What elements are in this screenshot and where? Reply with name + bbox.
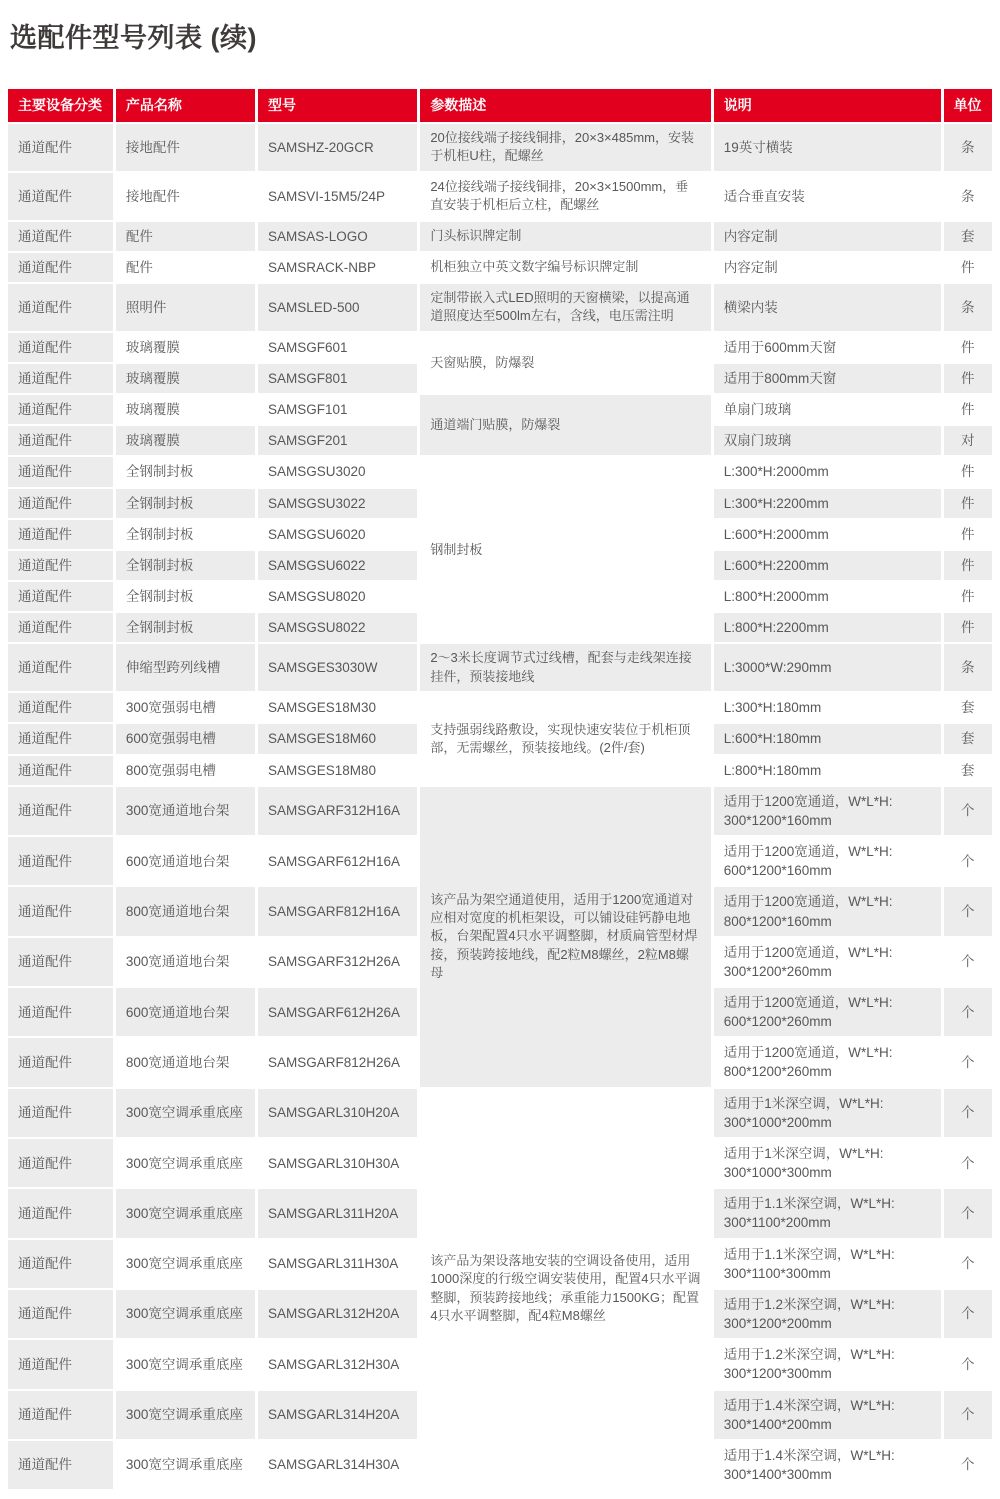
cell-product-name: 伸缩型跨列线槽 xyxy=(116,644,255,691)
cell-model: SAMSAS-LOGO xyxy=(258,222,417,251)
cell-desc: L:600*H:180mm xyxy=(714,724,941,753)
cell-category: 通道配件 xyxy=(8,837,113,885)
cell-param: 天窗贴膜，防爆裂 xyxy=(420,333,710,393)
cell-param: 该产品为架空通道使用，适用于1200宽通道对应相对宽度的机柜架设，可以铺设硅钙静电地板，台架配置4只水平调整脚，材质扁管型材焊接，预装跨接地线，配2粒M8螺丝，2粒M8螺母 xyxy=(420,787,710,1087)
cell-product-name: 玻璃覆膜 xyxy=(116,426,255,455)
cell-product-name: 接地配件 xyxy=(116,173,255,220)
cell-unit: 个 xyxy=(944,1391,992,1439)
cell-product-name: 配件 xyxy=(116,222,255,251)
cell-category: 通道配件 xyxy=(8,253,113,282)
cell-unit: 套 xyxy=(944,693,992,722)
cell-product-name: 800宽通道地台架 xyxy=(116,1038,255,1086)
cell-unit: 个 xyxy=(944,1089,992,1137)
cell-category: 通道配件 xyxy=(8,787,113,835)
cell-model: SAMSGES18M60 xyxy=(258,724,417,753)
cell-category: 通道配件 xyxy=(8,938,113,986)
cell-unit: 件 xyxy=(944,395,992,424)
table-row xyxy=(8,644,992,691)
cell-param: 该产品为架设落地安装的空调设备使用，适用1000深度的行级空调安装使用，配置4只水平调整脚，预装跨接地线；承重能力1500KG；配置4只水平调整脚，配4粒M8螺丝 xyxy=(420,1089,710,1490)
cell-unit: 件 xyxy=(944,613,992,642)
cell-unit: 套 xyxy=(944,756,992,785)
table-row xyxy=(8,693,992,722)
header-cell-param: 参数描述 xyxy=(420,89,710,122)
cell-product-name: 全钢制封板 xyxy=(116,613,255,642)
cell-desc: 适用于1.4米深空调，W*L*H: 300*1400*300mm xyxy=(714,1441,941,1489)
cell-product-name: 全钢制封板 xyxy=(116,457,255,486)
cell-product-name: 300宽空调承重底座 xyxy=(116,1139,255,1187)
cell-product-name: 300宽空调承重底座 xyxy=(116,1240,255,1288)
cell-desc: 适用于1米深空调，W*L*H: 300*1000*200mm xyxy=(714,1089,941,1137)
cell-model: SAMSGSU8020 xyxy=(258,582,417,611)
cell-category: 通道配件 xyxy=(8,1189,113,1237)
cell-model: SAMSGARL311H30A xyxy=(258,1240,417,1288)
cell-product-name: 全钢制封板 xyxy=(116,520,255,549)
cell-desc: 适用于1200宽通道，W*L*H: 300*1200*160mm xyxy=(714,787,941,835)
cell-model: SAMSGES18M80 xyxy=(258,756,417,785)
cell-param: 24位接线端子接线铜排，20×3×1500mm，垂直安装于机柜后立柱，配螺丝 xyxy=(420,173,710,220)
cell-product-name: 300宽空调承重底座 xyxy=(116,1189,255,1237)
cell-category: 通道配件 xyxy=(8,1089,113,1137)
cell-desc: 适用于600mm天窗 xyxy=(714,333,941,362)
cell-param: 支持强弱线路敷设，实现快速安装位于机柜顶部，无需螺丝，预装接地线。(2件/套) xyxy=(420,693,710,784)
cell-unit: 件 xyxy=(944,582,992,611)
cell-param: 机柜独立中英文数字编号标识牌定制 xyxy=(420,253,710,282)
cell-category: 通道配件 xyxy=(8,887,113,935)
cell-product-name: 全钢制封板 xyxy=(116,582,255,611)
cell-category: 通道配件 xyxy=(8,1441,113,1489)
cell-unit: 个 xyxy=(944,837,992,885)
cell-category: 通道配件 xyxy=(8,1391,113,1439)
cell-model: SAMSGARL312H30A xyxy=(258,1340,417,1388)
cell-product-name: 全钢制封板 xyxy=(116,551,255,580)
cell-unit: 个 xyxy=(944,887,992,935)
table-row xyxy=(8,222,992,251)
cell-model: SAMSGF601 xyxy=(258,333,417,362)
cell-model: SAMSVI-15M5/24P xyxy=(258,173,417,220)
accessories-table xyxy=(5,87,995,1491)
table-header-row xyxy=(8,89,992,122)
cell-model: SAMSGARL311H20A xyxy=(258,1189,417,1237)
cell-desc: L:800*H:2000mm xyxy=(714,582,941,611)
cell-model: SAMSGES3030W xyxy=(258,644,417,691)
cell-model: SAMSGSU8022 xyxy=(258,613,417,642)
cell-unit: 套 xyxy=(944,222,992,251)
cell-unit: 件 xyxy=(944,364,992,393)
cell-desc: L:800*H:2200mm xyxy=(714,613,941,642)
cell-model: SAMSGARF812H16A xyxy=(258,887,417,935)
cell-unit: 个 xyxy=(944,787,992,835)
cell-desc: 19英寸横装 xyxy=(714,124,941,171)
cell-param: 通道端门贴膜，防爆裂 xyxy=(420,395,710,455)
cell-product-name: 300宽通道地台架 xyxy=(116,787,255,835)
cell-unit: 对 xyxy=(944,426,992,455)
cell-desc: L:600*H:2200mm xyxy=(714,551,941,580)
cell-unit: 条 xyxy=(944,644,992,691)
cell-desc: 双扇门玻璃 xyxy=(714,426,941,455)
table-row xyxy=(8,333,992,362)
cell-category: 通道配件 xyxy=(8,124,113,171)
cell-desc: 适用于1200宽通道，W*L*H: 300*1200*260mm xyxy=(714,938,941,986)
cell-unit: 个 xyxy=(944,1441,992,1489)
cell-model: SAMSGSU3022 xyxy=(258,489,417,518)
cell-desc: 适用于1200宽通道，W*L*H: 800*1200*260mm xyxy=(714,1038,941,1086)
cell-desc: 横梁内装 xyxy=(714,284,941,331)
cell-desc: 适用于1.2米深空调，W*L*H: 300*1200*300mm xyxy=(714,1340,941,1388)
cell-category: 通道配件 xyxy=(8,333,113,362)
cell-model: SAMSGF101 xyxy=(258,395,417,424)
cell-model: SAMSGARL310H30A xyxy=(258,1139,417,1187)
cell-category: 通道配件 xyxy=(8,520,113,549)
cell-model: SAMSGARL314H30A xyxy=(258,1441,417,1489)
cell-desc: 适用于1200宽通道，W*L*H: 800*1200*160mm xyxy=(714,887,941,935)
cell-category: 通道配件 xyxy=(8,644,113,691)
cell-param: 钢制封板 xyxy=(420,457,710,642)
cell-desc: L:800*H:180mm xyxy=(714,756,941,785)
cell-product-name: 玻璃覆膜 xyxy=(116,333,255,362)
cell-product-name: 全钢制封板 xyxy=(116,489,255,518)
cell-unit: 条 xyxy=(944,284,992,331)
cell-model: SAMSGARF812H26A xyxy=(258,1038,417,1086)
cell-product-name: 玻璃覆膜 xyxy=(116,395,255,424)
cell-product-name: 800宽强弱电槽 xyxy=(116,756,255,785)
cell-desc: 适合垂直安装 xyxy=(714,173,941,220)
cell-model: SAMSGSU3020 xyxy=(258,457,417,486)
cell-model: SAMSGF201 xyxy=(258,426,417,455)
cell-desc: L:300*H:2000mm xyxy=(714,457,941,486)
cell-category: 通道配件 xyxy=(8,1038,113,1086)
cell-category: 通道配件 xyxy=(8,551,113,580)
cell-desc: 适用于1.2米深空调，W*L*H: 300*1200*200mm xyxy=(714,1290,941,1338)
cell-category: 通道配件 xyxy=(8,395,113,424)
cell-desc: 单扇门玻璃 xyxy=(714,395,941,424)
table-row xyxy=(8,253,992,282)
cell-product-name: 300宽强弱电槽 xyxy=(116,693,255,722)
cell-desc: L:300*H:180mm xyxy=(714,693,941,722)
cell-param: 2～3米长度调节式过线槽，配套与走线架连接挂件，预装接地线 xyxy=(420,644,710,691)
cell-model: SAMSGSU6020 xyxy=(258,520,417,549)
cell-model: SAMSGARF312H16A xyxy=(258,787,417,835)
cell-unit: 件 xyxy=(944,253,992,282)
cell-unit: 个 xyxy=(944,1189,992,1237)
cell-model: SAMSGARL310H20A xyxy=(258,1089,417,1137)
table-body xyxy=(8,124,992,1489)
cell-model: SAMSHZ-20GCR xyxy=(258,124,417,171)
cell-model: SAMSGARL314H20A xyxy=(258,1391,417,1439)
cell-desc: 适用于1200宽通道，W*L*H: 600*1200*160mm xyxy=(714,837,941,885)
cell-unit: 条 xyxy=(944,173,992,220)
cell-model: SAMSGES18M30 xyxy=(258,693,417,722)
cell-model: SAMSLED-500 xyxy=(258,284,417,331)
cell-category: 通道配件 xyxy=(8,693,113,722)
table-row xyxy=(8,1089,992,1137)
cell-unit: 个 xyxy=(944,1340,992,1388)
cell-product-name: 配件 xyxy=(116,253,255,282)
table-row xyxy=(8,124,992,171)
cell-model: SAMSGARF612H16A xyxy=(258,837,417,885)
cell-category: 通道配件 xyxy=(8,1340,113,1388)
cell-desc: 适用于1.1米深空调，W*L*H: 300*1100*200mm xyxy=(714,1189,941,1237)
cell-desc: L:3000*W:290mm xyxy=(714,644,941,691)
cell-product-name: 玻璃覆膜 xyxy=(116,364,255,393)
cell-category: 通道配件 xyxy=(8,1240,113,1288)
cell-category: 通道配件 xyxy=(8,613,113,642)
cell-unit: 件 xyxy=(944,333,992,362)
cell-unit: 个 xyxy=(944,1038,992,1086)
header-cell-unit: 单位 xyxy=(944,89,992,122)
cell-desc: 适用于1.1米深空调，W*L*H: 300*1100*300mm xyxy=(714,1240,941,1288)
header-cell-product-name: 产品名称 xyxy=(116,89,255,122)
table-row xyxy=(8,787,992,835)
table-row xyxy=(8,284,992,331)
cell-category: 通道配件 xyxy=(8,724,113,753)
cell-model: SAMSGF801 xyxy=(258,364,417,393)
cell-desc: L:600*H:2000mm xyxy=(714,520,941,549)
cell-model: SAMSGARF312H26A xyxy=(258,938,417,986)
table-row xyxy=(8,395,992,424)
cell-category: 通道配件 xyxy=(8,364,113,393)
table-row xyxy=(8,457,992,486)
cell-model: SAMSRACK-NBP xyxy=(258,253,417,282)
cell-category: 通道配件 xyxy=(8,582,113,611)
cell-category: 通道配件 xyxy=(8,284,113,331)
cell-category: 通道配件 xyxy=(8,988,113,1036)
cell-product-name: 接地配件 xyxy=(116,124,255,171)
cell-category: 通道配件 xyxy=(8,1290,113,1338)
cell-desc: 适用于800mm天窗 xyxy=(714,364,941,393)
cell-unit: 条 xyxy=(944,124,992,171)
cell-param: 定制带嵌入式LED照明的天窗横梁，以提高通道照度达至500lm左右，含线，电压需注明 xyxy=(420,284,710,331)
cell-product-name: 300宽空调承重底座 xyxy=(116,1290,255,1338)
cell-desc: 适用于1米深空调，W*L*H: 300*1000*300mm xyxy=(714,1139,941,1187)
cell-product-name: 300宽空调承重底座 xyxy=(116,1391,255,1439)
cell-product-name: 600宽强弱电槽 xyxy=(116,724,255,753)
cell-model: SAMSGSU6022 xyxy=(258,551,417,580)
cell-unit: 套 xyxy=(944,724,992,753)
cell-model: SAMSGARF612H26A xyxy=(258,988,417,1036)
header-cell-category: 主要设备分类 xyxy=(8,89,113,122)
cell-desc: 内容定制 xyxy=(714,253,941,282)
cell-unit: 件 xyxy=(944,489,992,518)
cell-product-name: 300宽空调承重底座 xyxy=(116,1340,255,1388)
cell-param: 20位接线端子接线铜排，20×3×485mm，安装于机柜U柱，配螺丝 xyxy=(420,124,710,171)
cell-unit: 件 xyxy=(944,551,992,580)
cell-product-name: 照明件 xyxy=(116,284,255,331)
cell-unit: 件 xyxy=(944,457,992,486)
cell-category: 通道配件 xyxy=(8,173,113,220)
cell-unit: 个 xyxy=(944,938,992,986)
table-row xyxy=(8,173,992,220)
cell-desc: 适用于1.4米深空调，W*L*H: 300*1400*200mm xyxy=(714,1391,941,1439)
cell-category: 通道配件 xyxy=(8,426,113,455)
cell-category: 通道配件 xyxy=(8,457,113,486)
cell-category: 通道配件 xyxy=(8,489,113,518)
header-cell-desc: 说明 xyxy=(714,89,941,122)
cell-category: 通道配件 xyxy=(8,1139,113,1187)
cell-desc: 适用于1200宽通道，W*L*H: 600*1200*260mm xyxy=(714,988,941,1036)
page-title: 选配件型号列表 (续) xyxy=(10,23,257,53)
cell-category: 通道配件 xyxy=(8,222,113,251)
header-cell-model: 型号 xyxy=(258,89,417,122)
cell-desc: 内容定制 xyxy=(714,222,941,251)
cell-product-name: 600宽通道地台架 xyxy=(116,988,255,1036)
cell-unit: 个 xyxy=(944,1290,992,1338)
cell-category: 通道配件 xyxy=(8,756,113,785)
cell-product-name: 800宽通道地台架 xyxy=(116,887,255,935)
cell-product-name: 600宽通道地台架 xyxy=(116,837,255,885)
cell-unit: 件 xyxy=(944,520,992,549)
cell-unit: 个 xyxy=(944,1139,992,1187)
cell-model: SAMSGARL312H20A xyxy=(258,1290,417,1338)
cell-unit: 个 xyxy=(944,1240,992,1288)
cell-desc: L:300*H:2200mm xyxy=(714,489,941,518)
cell-product-name: 300宽空调承重底座 xyxy=(116,1441,255,1489)
cell-product-name: 300宽通道地台架 xyxy=(116,938,255,986)
cell-param: 门头标识牌定制 xyxy=(420,222,710,251)
cell-product-name: 300宽空调承重底座 xyxy=(116,1089,255,1137)
cell-unit: 个 xyxy=(944,988,992,1036)
